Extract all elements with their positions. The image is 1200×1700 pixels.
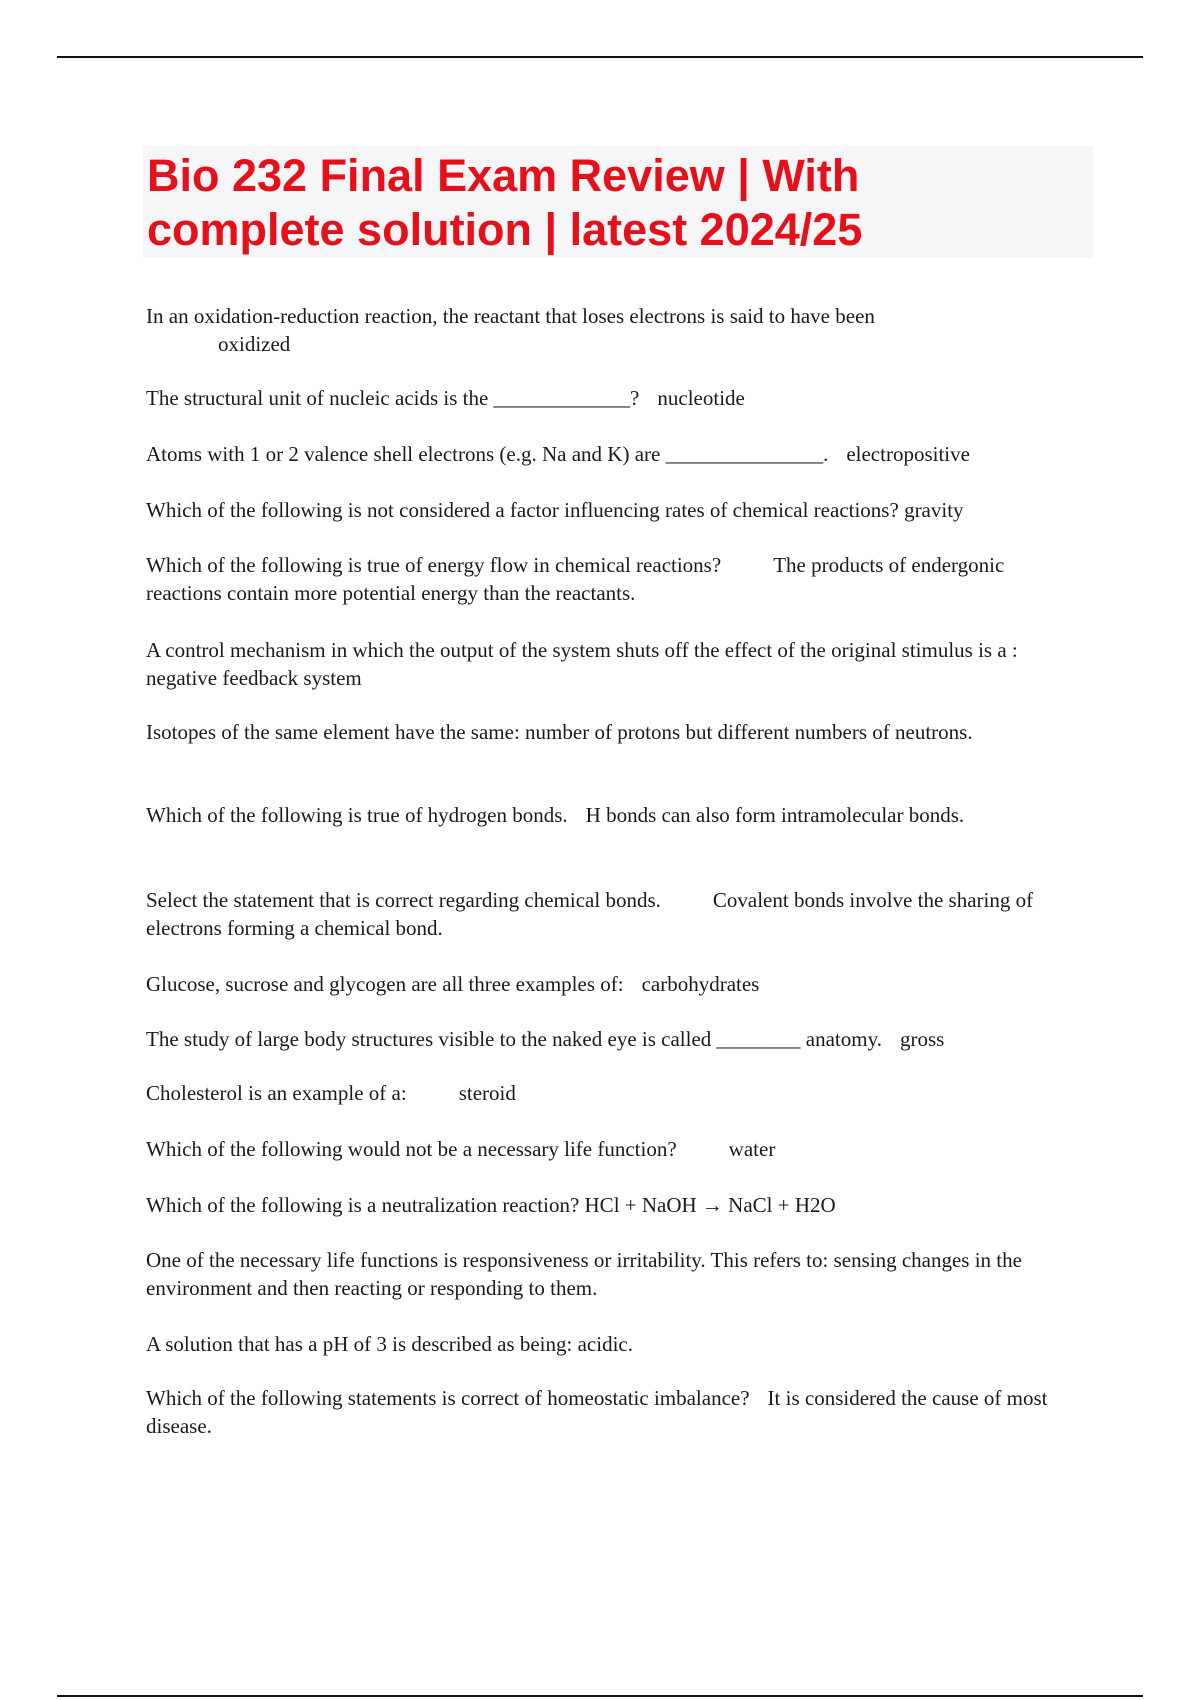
qa-item xyxy=(146,1135,1096,1163)
qa-item xyxy=(146,970,1096,998)
qa-item xyxy=(146,1330,1096,1358)
answer-text: negative feedback system xyxy=(146,666,362,690)
answer-text: gross xyxy=(899,1027,945,1051)
top-rule xyxy=(57,56,1143,58)
question-text: Which of the following is a neutralization reaction? xyxy=(146,1193,580,1217)
question-text: Which of the following would not be a necessary life function? xyxy=(146,1137,677,1161)
question-text: Which of the following is true of hydrogen bonds. xyxy=(146,803,568,827)
title-banner xyxy=(143,146,1093,258)
question-text: Atoms with 1 or 2 valence shell electrons (e.g. Na and K) are _______________. xyxy=(146,442,829,466)
question-text: The structural unit of nucleic acids is the _____________? xyxy=(146,386,640,410)
qa-item xyxy=(146,1246,1036,1302)
answer-text: water xyxy=(728,1137,776,1161)
qa-item xyxy=(146,440,1096,468)
answer-text: carbohydrates xyxy=(641,972,760,996)
answer-text: acidic. xyxy=(577,1332,633,1356)
question-text: Glucose, sucrose and glycogen are all three examples of: xyxy=(146,972,624,996)
answer-text: steroid xyxy=(458,1081,516,1105)
answer-text: It is considered the cause of most disease. xyxy=(146,1386,1048,1438)
question-text: Which of the following is true of energy flow in chemical reactions? xyxy=(146,553,722,577)
answer-text: gravity xyxy=(904,498,964,522)
answer-text: nucleotide xyxy=(657,386,745,410)
qa-item xyxy=(146,718,1036,746)
answer-text: sensing changes in the environment and then reacting or responding to them. xyxy=(146,1248,1022,1300)
question-text: One of the necessary life functions is responsiveness or irritability. This refers to: xyxy=(146,1248,829,1272)
document-title: Bio 232 Final Exam Review | With complete solution | latest 2024/25 xyxy=(147,150,863,255)
question-text: A solution that has a pH of 3 is described as being: xyxy=(146,1332,573,1356)
answer-text: HCl + NaOH → NaCl + H2O xyxy=(584,1193,836,1217)
question-text: A control mechanism in which the output of the system shuts off the effect of the original stimulus is a : xyxy=(146,638,1018,662)
qa-item xyxy=(146,302,1096,358)
qa-item xyxy=(146,1079,1096,1107)
answer-text: oxidized xyxy=(218,332,291,356)
question-text: The study of large body structures visible to the naked eye is called ________ anatomy. xyxy=(146,1027,882,1051)
question-text: Which of the following is not considered a factor influencing rates of chemical reactions? xyxy=(146,498,899,522)
question-text: Isotopes of the same element have the same: xyxy=(146,720,520,744)
answer-text: H bonds can also form intramolecular bonds. xyxy=(585,803,965,827)
answer-text: number of protons but different numbers of neutrons. xyxy=(525,720,973,744)
answer-text: Covalent bonds involve the sharing of electrons forming a chemical bond. xyxy=(146,888,1034,940)
qa-item xyxy=(146,636,1046,692)
answer-text: electropositive xyxy=(846,442,970,466)
qa-item xyxy=(146,384,1096,412)
qa-item xyxy=(146,886,1086,942)
question-text: Cholesterol is an example of a: xyxy=(146,1081,407,1105)
question-text: Which of the following statements is correct of homeostatic imbalance? xyxy=(146,1386,750,1410)
question-text: In an oxidation-reduction reaction, the reactant that loses electrons is said to have been xyxy=(146,304,875,328)
bottom-rule xyxy=(57,1695,1143,1697)
question-text: Select the statement that is correct regarding chemical bonds. xyxy=(146,888,661,912)
qa-item xyxy=(146,1384,1076,1440)
qa-item xyxy=(146,1191,1096,1219)
qa-item xyxy=(146,801,1046,829)
qa-item xyxy=(146,1025,1096,1053)
qa-item xyxy=(146,496,1106,524)
qa-item xyxy=(146,551,1046,607)
answer-text: The products of endergonic reactions contain more potential energy than the reactants. xyxy=(146,553,1005,605)
